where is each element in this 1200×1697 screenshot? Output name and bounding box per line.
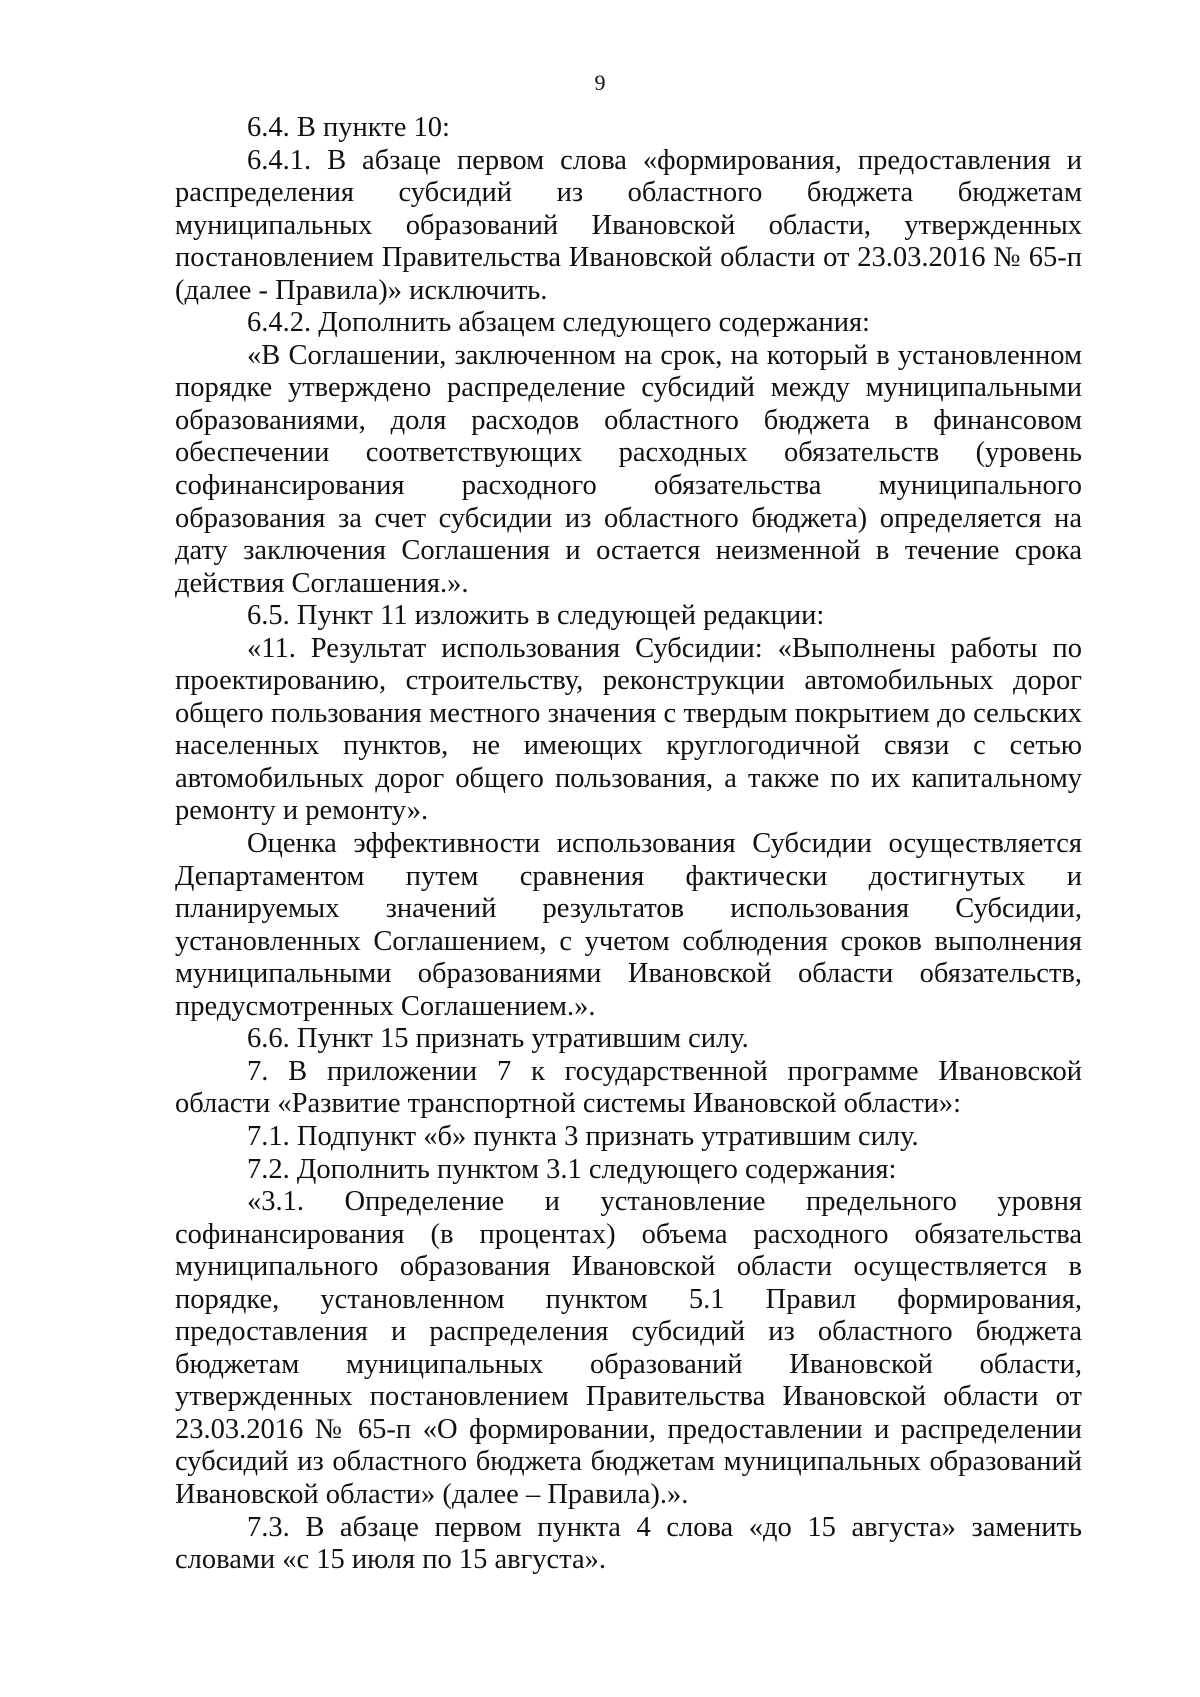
- paragraph-3-1-quote: «3.1. Определение и установление предельного уровня софинансирования (в процентах) объема расходного обязательства муниципального образования Ивановской области осуществляется в порядке, установленном пунктом 5.1 Правил формирования, предоставления и распределения субсидий из областного бюджета бюджетам муниципальных образований Ивановской области, утвержденных постановлением Правительства Ивановской области от 23.03.2016 № 65-п «О формировании, предоставлении и распределении субсидий из областного бюджета бюджетам муниципальных образований Ивановской области» (далее – Правила).».: [175, 1186, 1082, 1510]
- paragraph-ocenka: Оценка эффективности использования Субсидии осуществляется Департаментом путем сравнения фактически достигнутых и планируемых значений результатов использования Субсидии, установленных Соглашением, с учетом соблюдения сроков выполнения муниципальными образованиями Ивановской области обязательств, предусмотренных Соглашением.».: [175, 828, 1082, 1022]
- paragraph-7-3: 7.3. В абзаце первом пункта 4 слова «до 15 августа» заменить словами «с 15 июля по 15 августа».: [175, 1511, 1082, 1576]
- paragraph-11-quote: «11. Результат использования Субсидии: «Выполнены работы по проектированию, строительству, реконструкции автомобильных дорог общего пользования местного значения с твердым покрытием до сельских населенных пунктов, не имеющих круглогодичной связи с сетью автомобильных дорог общего пользования, а также по их капитальному ремонту и ремонту».: [175, 632, 1082, 827]
- paragraph-7-1: 7.1. Подпункт «б» пункта 3 признать утратившим силу.: [247, 1120, 919, 1152]
- paragraph-7: 7. В приложении 7 к государственной программе Ивановской области «Развитие транспортной системы Ивановской области»:: [175, 1055, 1082, 1120]
- paragraph-6-5: 6.5. Пункт 11 изложить в следующей редакции:: [247, 600, 825, 632]
- paragraph-6-4-1: 6.4.1. В абзаце первом слова «формирования, предоставления и распределения субсидий из областного бюджета бюджетам муниципальных образований Ивановской области, утвержденных постановлением Правительства Ивановской области от 23.03.2016 № 65-п (далее - Правила)» исключить.: [175, 144, 1082, 306]
- paragraph-soglashenie-quote: «В Соглашении, заключенном на срок, на который в установленном порядке утверждено распределение субсидий между муниципальными образованиями, доля расходов областного бюджета в финансовом обеспечении соответствующих расходных обязательств (уровень софинансирования расходного обязательства муниципального образования за счет субсидии из областного бюджета) определяется на дату заключения Соглашения и остается неизменной в течение срока действия Соглашения.».: [175, 339, 1082, 599]
- paragraph-6-4-2: 6.4.2. Дополнить абзацем следующего содержания:: [247, 307, 870, 339]
- paragraph-6-6: 6.6. Пункт 15 признать утратившим силу.: [247, 1023, 749, 1055]
- paragraph-6-4: 6.4. В пункте 10:: [247, 112, 450, 143]
- document-body: [175, 112, 1082, 1577]
- paragraph-7-2: 7.2. Дополнить пунктом 3.1 следующего содержания:: [247, 1153, 897, 1185]
- page-number: 9: [594, 70, 606, 95]
